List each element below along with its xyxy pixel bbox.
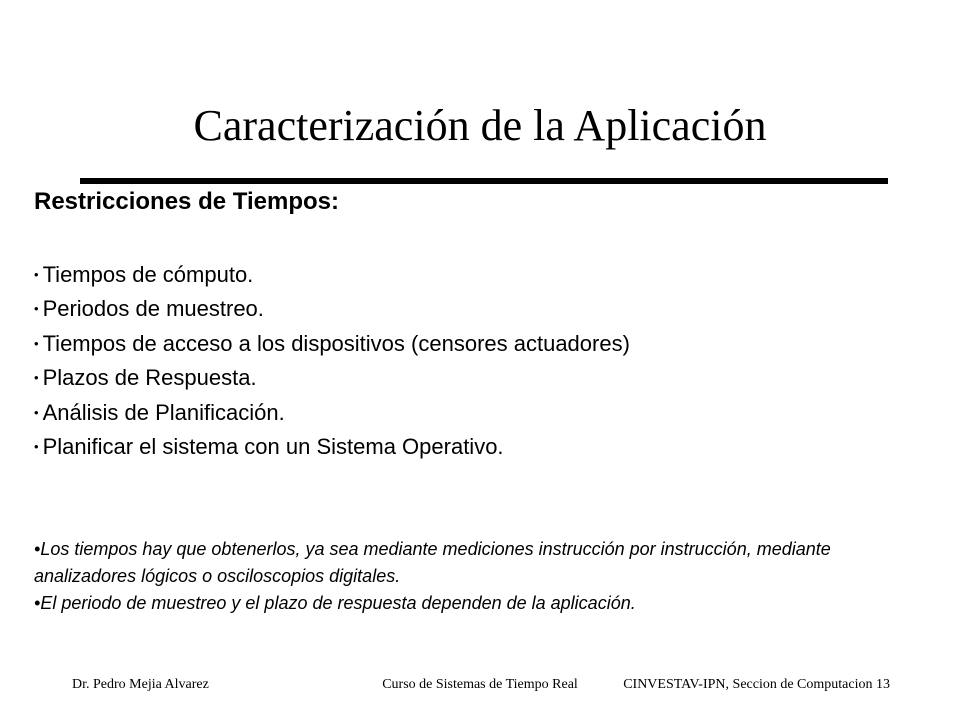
bullet-item bbox=[34, 258, 630, 292]
footer-institution-text: CINVESTAV-IPN, Seccion de Computacion bbox=[623, 677, 873, 692]
footer-institution bbox=[623, 676, 890, 694]
bullet-item bbox=[34, 430, 630, 464]
bullet-icon: • bbox=[34, 301, 39, 317]
bullet-text: Planificar el sistema con un Sistema Operativo. bbox=[42, 433, 504, 459]
note-bullet-icon: • bbox=[34, 593, 41, 613]
bullet-icon: • bbox=[34, 335, 39, 351]
note-paragraph bbox=[34, 590, 914, 617]
footer-author: Dr. Pedro Mejia Alvarez bbox=[72, 677, 209, 692]
bullet-icon: • bbox=[34, 267, 39, 282]
note-bullet-icon: • bbox=[34, 539, 41, 559]
note-text: El periodo de muestreo y el plazo de respuesta dependen de la aplicación. bbox=[40, 593, 636, 613]
bullet-text: Periodos de muestreo. bbox=[42, 296, 264, 322]
slide-title: Caracterización de la Aplicación bbox=[193, 101, 767, 150]
bullet-item bbox=[34, 361, 630, 395]
bullet-text: Plazos de Respuesta. bbox=[42, 365, 257, 391]
page-number: 13 bbox=[876, 677, 890, 692]
bullet-list bbox=[34, 258, 630, 464]
bullet-text: Análisis de Planificación. bbox=[42, 399, 285, 425]
bullet-icon: • bbox=[34, 370, 39, 386]
note-text: Los tiempos hay que obtenerlos, ya sea mediante mediciones instrucción por instrucción, mediante analizadores lógicos o osciloscopios digitales. bbox=[34, 539, 831, 586]
title-underline bbox=[80, 178, 888, 184]
bullet-item bbox=[34, 327, 630, 361]
section-heading: Restricciones de Tiempos: bbox=[34, 188, 339, 215]
bullet-text: Tiempos de cómputo. bbox=[42, 262, 254, 287]
notes-block bbox=[34, 536, 914, 617]
bullet-icon: • bbox=[34, 438, 39, 454]
bullet-item bbox=[34, 396, 630, 430]
bullet-icon: • bbox=[34, 404, 39, 420]
footer-course: Curso de Sistemas de Tiempo Real bbox=[382, 677, 578, 692]
note-paragraph bbox=[34, 536, 914, 590]
bullet-text: Tiempos de acceso a los dispositivos (censores actuadores) bbox=[42, 330, 630, 356]
bullet-item bbox=[34, 292, 630, 326]
